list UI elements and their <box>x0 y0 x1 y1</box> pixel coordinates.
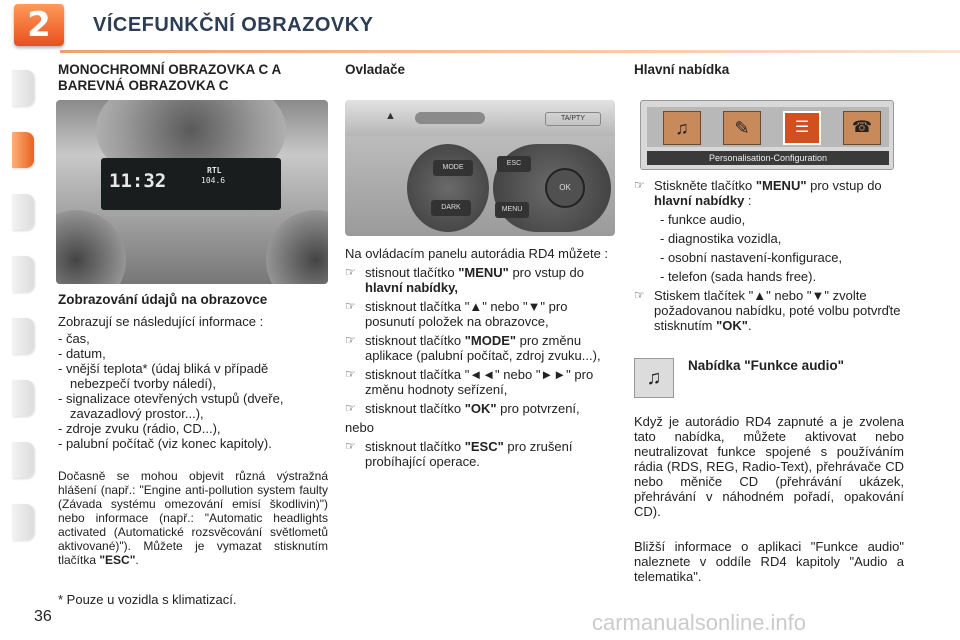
chapter-tab-7[interactable] <box>12 442 34 478</box>
display-info-list <box>58 331 328 451</box>
eject-icon: ▲ <box>385 110 396 122</box>
subheading-display-info: Zobrazování údajů na obrazovce <box>58 292 268 307</box>
audio-functions-icon: ♫ <box>634 358 674 398</box>
audio-menu-icon[interactable]: ♫ <box>663 111 701 145</box>
list-item: ☞ stisknout tlačítko "OK" pro potvrzení, <box>345 401 580 416</box>
settings-sliders-icon[interactable]: ☰ <box>783 111 821 145</box>
middle-text <box>345 246 617 473</box>
pointing-hand-icon: ☞ <box>345 299 356 313</box>
phone-icon[interactable]: ☎ <box>843 111 881 145</box>
page-number: 36 <box>34 608 52 625</box>
or-text: nebo <box>345 420 374 435</box>
ta-pty-button[interactable]: TA/PTY <box>545 112 601 126</box>
pointing-hand-icon: ☞ <box>634 178 645 192</box>
display-screen <box>101 158 281 210</box>
list-item: - zdroje zvuku (rádio, CD...), <box>58 421 221 436</box>
header-rule <box>60 50 960 53</box>
controls-list-esc <box>345 439 617 469</box>
chapter-tabs <box>0 60 36 590</box>
list-item: ☞ stisknout tlačítka "◄◄" nebo "►►" pro změnu hodnoty seřízení, <box>345 367 594 397</box>
list-item: - čas, <box>58 331 90 346</box>
display-frequency: 104.6 <box>201 176 226 185</box>
main-menu-list <box>634 178 906 208</box>
menu-selection-bar: Personalisation-Configuration <box>647 151 889 165</box>
esc-button[interactable]: ESC <box>497 156 531 172</box>
ok-button[interactable]: OK <box>545 168 585 208</box>
chapter-tab-4[interactable] <box>12 256 34 292</box>
main-menu-screenshot <box>640 100 894 170</box>
chapter-tab-6[interactable] <box>12 380 34 416</box>
right-text <box>634 178 906 337</box>
audio-heading-block <box>688 358 908 374</box>
pointing-hand-icon: ☞ <box>634 288 645 302</box>
controls-intro: Na ovládacím panelu autorádia RD4 můžete : <box>345 246 609 261</box>
list-item: - palubní počítač (viz konec kapitoly). <box>58 436 272 451</box>
list-item: ☞ stisnout tlačítko "MENU" pro vstup do hlavní nabídky, <box>345 265 584 295</box>
right-column <box>634 62 904 78</box>
radio-control-panel-photo <box>345 100 615 236</box>
display-station: RTL <box>207 166 222 175</box>
section-heading-display: MONOCHROMNÍ OBRAZOVKA C A BAREVNÁ OBRAZOVKA C <box>58 62 281 93</box>
pointing-hand-icon: ☞ <box>345 333 356 347</box>
left-column <box>58 62 328 94</box>
audio-description: Když je autorádio RD4 zapnuté a je zvolena tato nabídka, můžete aktivovat nebo neutralizovat funkce spojené s používáním rádia (RDS, REG, Radio-Text), přehrávače CD nebo měniče CD (přehrávání ukázek, přehrávání v náhodném pořadí, opakování CD). <box>634 414 904 519</box>
list-item: - telefon (sada hands free). <box>660 269 817 284</box>
list-item: - osobní nastavení-konfigurace, <box>660 250 843 265</box>
chapter-tab-2[interactable] <box>12 132 34 168</box>
dark-button[interactable]: DARK <box>431 200 471 216</box>
controls-list <box>345 265 617 416</box>
pointing-hand-icon: ☞ <box>345 265 356 279</box>
left-text <box>58 292 328 567</box>
list-item: ☞ Stiskněte tlačítko "MENU" pro vstup do hlavní nabídky : <box>634 178 882 208</box>
audio-more-info: Bližší informace o aplikaci "Funkce audio" naleznete v oddíle RD4 kapitoly "Audio a telematika". <box>634 539 904 584</box>
pointing-hand-icon: ☞ <box>345 401 356 415</box>
chapter-tab-1[interactable] <box>12 70 34 106</box>
middle-column <box>345 62 615 78</box>
dashboard-display-photo <box>56 100 328 284</box>
list-item: ☞ stisknout tlačítko "MODE" pro změnu aplikace (palubní počítač, zdroj zvuku...), <box>345 333 601 363</box>
menu-button[interactable]: MENU <box>495 202 529 218</box>
chapter-tab-8[interactable] <box>12 504 34 540</box>
list-item: ☞ Stiskem tlačítek "▲" nebo "▼" zvolte požadovanou nabídku, poté volbu potvrďte stisknutím "OK". <box>634 288 901 333</box>
list-item: ☞ stisknout tlačítka "▲" nebo "▼" pro posunutí položek na obrazovce, <box>345 299 568 329</box>
warning-note: Dočasně se mohou objevit různá výstražná hlášení (např.: "Engine anti-pollution system faulty (Závada systému omezování emisí škodlivin)") nebo informace (např.: "Automatic headlights activated (Automatické rozsvěcování světlometů aktivované)"). Můžete je vymazat stisknutím tlačítka "ESC". <box>58 469 328 567</box>
list-item: - funkce audio, <box>660 212 746 227</box>
page-header <box>0 0 960 56</box>
menu-sub-list <box>634 212 906 284</box>
mode-button[interactable]: MODE <box>433 160 473 176</box>
main-menu-list-2 <box>634 288 906 333</box>
watermark: carmanualsonline.info <box>592 610 807 635</box>
list-item: - signalizace otevřených vstupů (dveře, zavazadlový prostor...), <box>58 391 284 421</box>
section-heading-controls: Ovladače <box>345 62 406 77</box>
display-time: 11:32 <box>109 170 167 192</box>
section-heading-main-menu: Hlavní nabídka <box>634 62 730 77</box>
chapter-tab-3[interactable] <box>12 194 34 230</box>
chapter-tab-5[interactable] <box>12 318 34 354</box>
pointing-hand-icon: ☞ <box>345 367 356 381</box>
pointing-hand-icon: ☞ <box>345 439 356 453</box>
list-item: ☞ stisknout tlačítko "ESC" pro zrušení probíhající operace. <box>345 439 573 469</box>
display-intro: Zobrazují se následující informace : <box>58 314 264 329</box>
chapter-number: 2 <box>14 4 64 46</box>
section-heading-audio: Nabídka "Funkce audio" <box>688 358 845 373</box>
cd-slot <box>415 112 485 124</box>
diagnostics-wrench-icon[interactable]: ✎ <box>723 111 761 145</box>
list-item: - vnější teplota* (údaj bliká v případě nebezpečí tvorby náledí), <box>58 361 269 391</box>
list-item: - diagnostika vozidla, <box>660 231 782 246</box>
audio-text <box>634 414 904 584</box>
footnote: * Pouze u vozidla s klimatizací. <box>58 592 237 607</box>
page-title: VÍCEFUNKČNÍ OBRAZOVKY <box>93 14 374 36</box>
list-item: - datum, <box>58 346 106 361</box>
